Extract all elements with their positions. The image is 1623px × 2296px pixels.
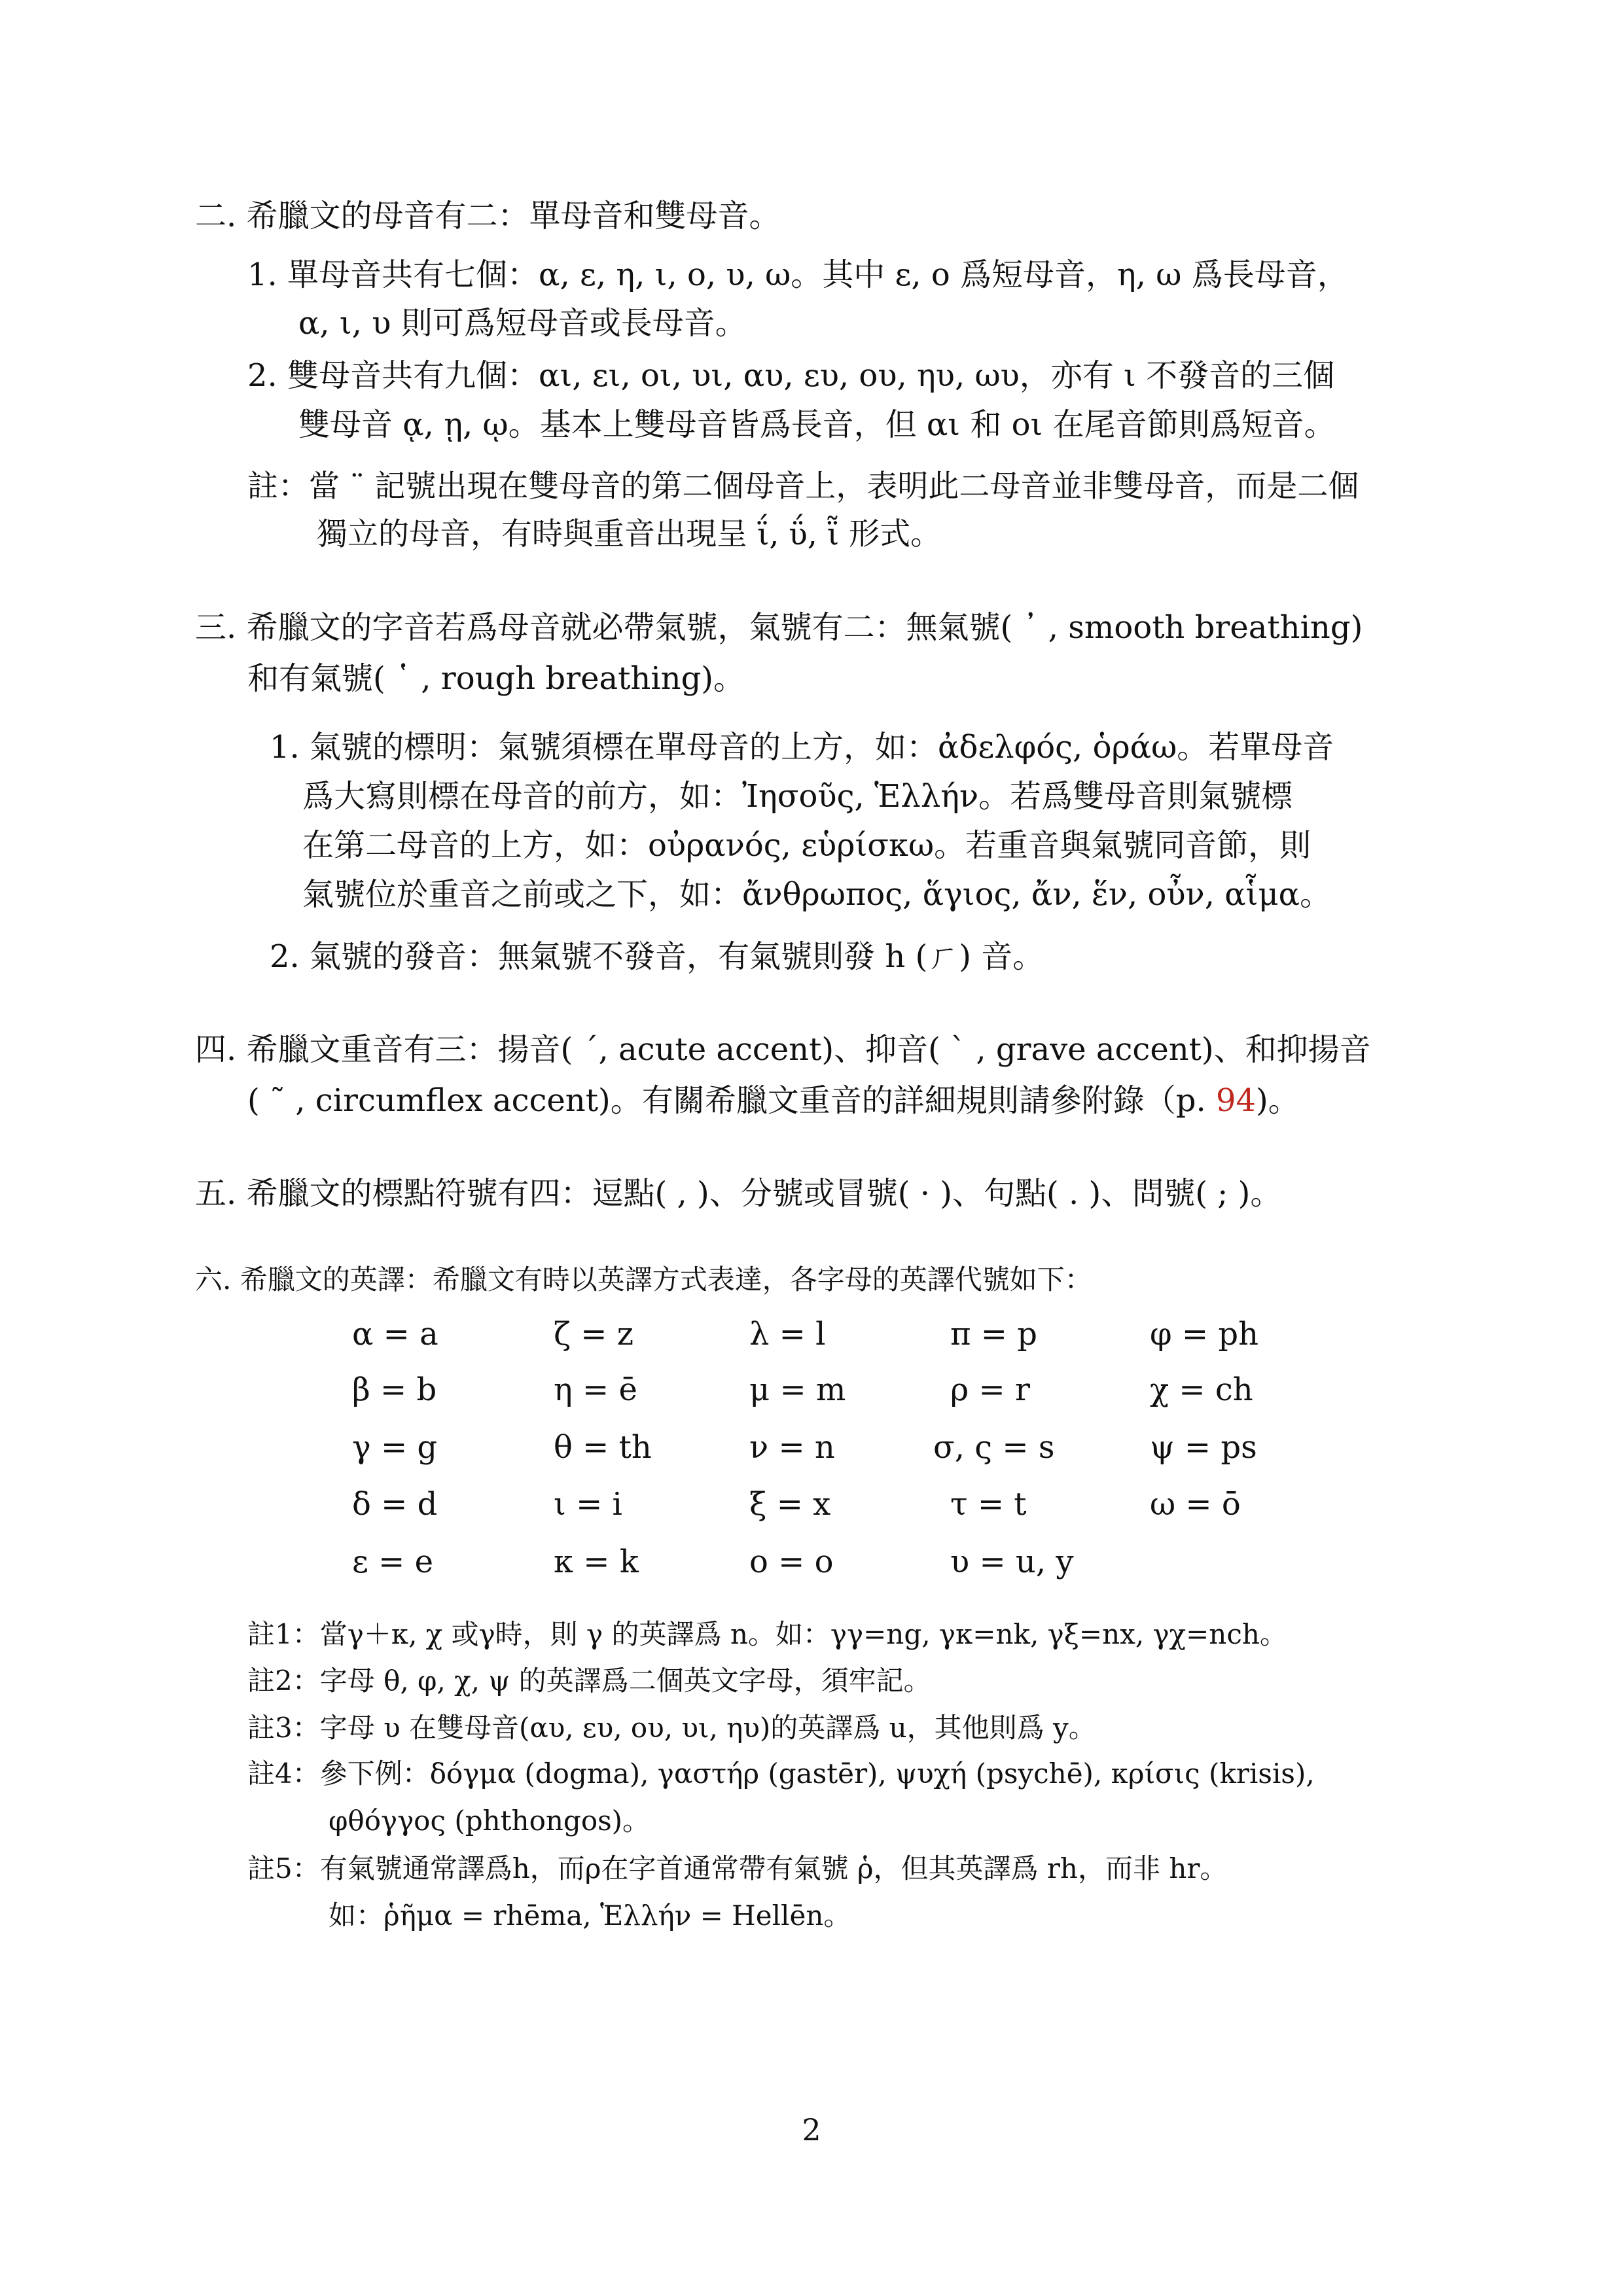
table-cell: ο = o xyxy=(749,1544,834,1580)
section-2-item-1-line-1: 1. 單母音共有七個：α, ε, η, ι, ο, υ, ω。其中 ε, ο 爲短母音，η, ω 爲長母音， xyxy=(247,256,1349,293)
section-3-item-1-line-3: 在第二母音的上方，如：οὐρανός, εὑρίσκω。若重音與氣號同音節，則 xyxy=(302,827,1311,864)
table-cell: κ = k xyxy=(554,1544,639,1580)
table-cell: ξ = x xyxy=(749,1486,831,1523)
section-4-line-2-text: ( ῀ , circumflex accent)。有關希臘文重音的詳細規則請參附錄（p. xyxy=(247,1082,1216,1119)
table-cell: ε = e xyxy=(352,1544,434,1580)
table-cell: δ = d xyxy=(352,1486,438,1523)
note-5-line-2: 如：ῥῆμα = rhēma, Ἑλλήν = Hellēn。 xyxy=(329,1899,851,1932)
table-cell: η = ē xyxy=(554,1371,637,1408)
section-3-heading-line-2: 和有氣號( ῾ , rough breathing)。 xyxy=(247,660,745,697)
table-cell: ψ = ps xyxy=(1150,1429,1257,1466)
table-cell: ζ = z xyxy=(554,1316,634,1352)
section-2-note-line-2: 獨立的母音，有時與重音出現呈 ΐ, ΰ, ῗ 形式。 xyxy=(317,516,942,552)
section-3-item-1-line-4: 氣號位於重音之前或之下，如：ἄνθρωπος, ἅγιος, ἄν, ἕν, οὖν, αἷμα。 xyxy=(302,876,1332,913)
table-cell: λ = l xyxy=(749,1316,826,1352)
note-1: 註1：當γ＋κ, χ 或γ時，則 γ 的英譯爲 n。如：γγ=ng, γκ=nk, γξ=nx, γχ=nch。 xyxy=(247,1618,1287,1650)
section-2-item-2-line-1: 2. 雙母音共有九個：αι, ει, οι, υι, αυ, ευ, ου, ηυ, ωυ，亦有 ι 不發音的三個 xyxy=(247,357,1335,394)
table-cell: α = a xyxy=(352,1316,438,1352)
section-2-item-2-line-2: 雙母音 ᾳ, ῃ, ῳ。基本上雙母音皆爲長音，但 αι 和 οι 在尾音節則爲短音。 xyxy=(298,406,1336,443)
section-2-item-1-line-2: α, ι, υ 則可爲短母音或長母音。 xyxy=(298,305,747,342)
section-3-item-2: 2. 氣號的發音：無氣號不發音，有氣號則發 h (ㄏ) 音。 xyxy=(270,938,1044,975)
table-cell: ι = i xyxy=(554,1486,622,1523)
table-cell: β = b xyxy=(352,1371,437,1408)
table-cell: γ = g xyxy=(352,1429,438,1466)
note-4-line-1: 註4：參下例：δόγμα (dogma), γαστήρ (gastēr), ψυχή (psychē), κρίσις (krisis), xyxy=(247,1757,1315,1790)
table-cell: μ = m xyxy=(749,1371,846,1408)
table-cell: τ = t xyxy=(950,1486,1027,1523)
section-3-item-1-line-2: 爲大寫則標在母音的前方，如：Ἰησοῦς, Ἑλλήν。若爲雙母音則氣號標 xyxy=(302,778,1293,815)
page-number: 2 xyxy=(802,2112,821,2147)
table-cell: χ = ch xyxy=(1150,1371,1253,1408)
section-4-line-2-end: )。 xyxy=(1256,1082,1300,1119)
table-cell: ρ = r xyxy=(950,1371,1030,1408)
section-2-heading: 二. 希臘文的母音有二：單母音和雙母音。 xyxy=(195,198,781,234)
table-cell: υ = u, y xyxy=(950,1544,1074,1580)
appendix-page-link[interactable]: 94 xyxy=(1215,1082,1257,1119)
note-5-line-1: 註5：有氣號通常譯爲h，而ρ在字首通常帶有氣號 ῥ，但其英譯爲 rh，而非 hr。 xyxy=(247,1852,1228,1884)
section-3-heading-line-1: 三. 希臘文的字音若爲母音就必帶氣號，氣號有二：無氣號( ᾿ , smooth breathing) xyxy=(195,609,1363,646)
table-cell: ν = n xyxy=(749,1429,835,1466)
note-4-line-2: φθόγγος (phthongos)。 xyxy=(329,1805,651,1837)
note-2: 註2：字母 θ, φ, χ, ψ 的英譯爲二個英文字母，須牢記。 xyxy=(247,1665,931,1697)
section-4-line-1: 四. 希臘文重音有三：揚音( ´, acute accent)、抑音( ` , grave accent)、和抑揚音 xyxy=(195,1031,1371,1068)
note-3: 註3：字母 υ 在雙母音(αυ, ευ, ου, υι, ηυ)的英譯爲 u，其他則爲 y。 xyxy=(247,1712,1096,1744)
table-cell: θ = th xyxy=(554,1429,652,1466)
section-6-heading: 六. 希臘文的英譯：希臘文有時以英譯方式表達，各字母的英譯代號如下： xyxy=(195,1263,1092,1296)
section-5-line: 五. 希臘文的標點符號有四：逗點( , )、分號或冒號( · )、句點( . )、問號( ; )。 xyxy=(195,1175,1282,1212)
section-4-line-2 xyxy=(247,1082,1300,1119)
section-2-note-line-1: 註：當 ¨ 記號出現在雙母音的第二個母音上，表明此二母音並非雙母音，而是二個 xyxy=(247,468,1359,504)
table-cell: φ = ph xyxy=(1150,1316,1258,1352)
section-3-item-1-line-1: 1. 氣號的標明：氣號須標在單母音的上方，如：ἀδελφός, ὁράω。若單母音 xyxy=(270,729,1334,766)
table-cell: ω = ō xyxy=(1150,1486,1241,1523)
table-cell: σ, ς = s xyxy=(933,1429,1055,1466)
table-cell: π = p xyxy=(950,1316,1038,1352)
